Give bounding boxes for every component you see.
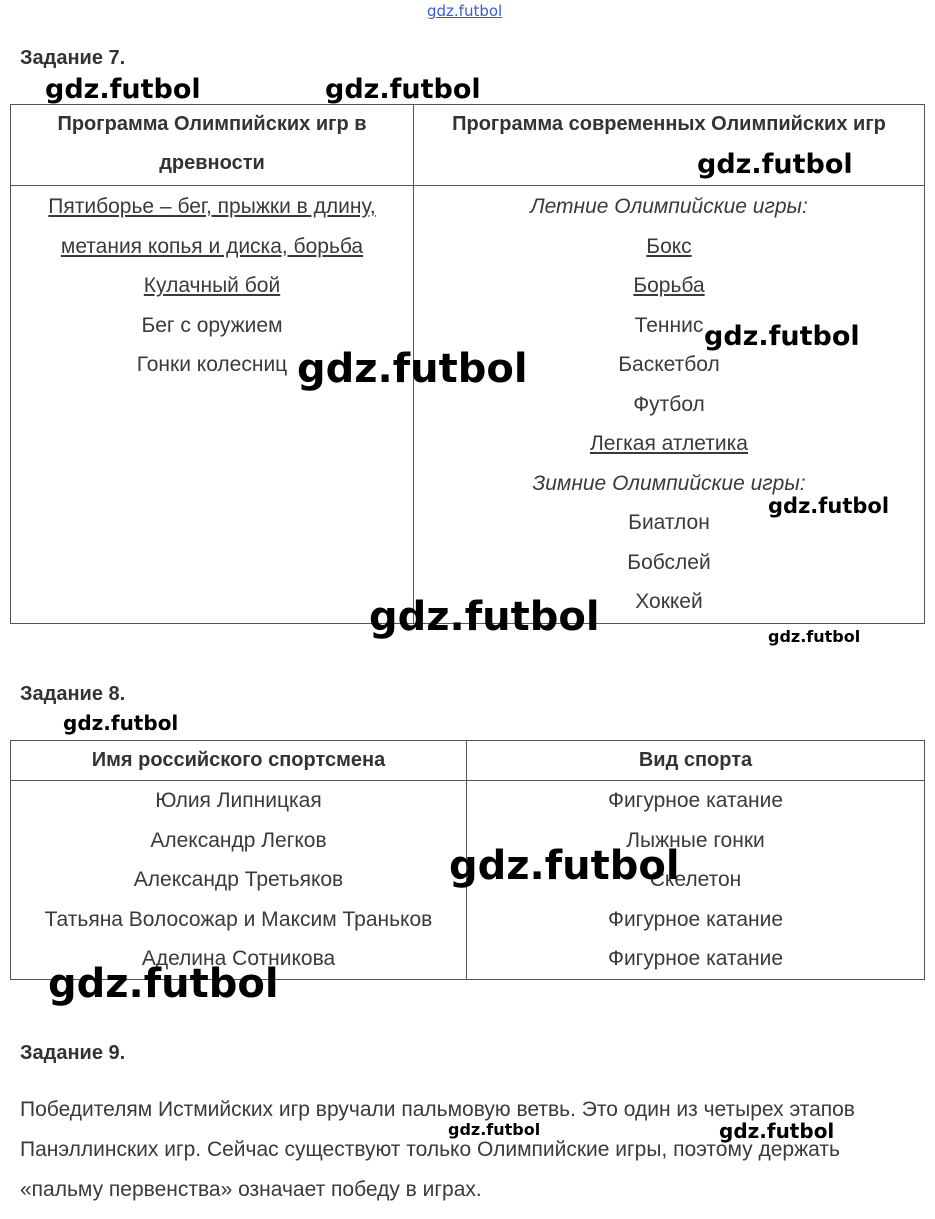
watermark: gdz.futbol [719,1119,835,1143]
watermark: gdz.futbol [704,321,860,352]
watermark-top[interactable]: gdz.futbol [427,2,503,20]
task7-heading: Задание 7. [20,47,126,69]
watermark: gdz.futbol [697,149,853,180]
list-item: Бокс [646,234,692,258]
task9-heading: Задание 9. [20,1042,126,1064]
list-item: Бег с оружием [141,313,283,337]
list-item: Гонки колесниц [136,353,288,376]
list-item: Футбол [633,392,705,416]
list-item: Бобслей [627,550,711,574]
table-row: Юлия Липницкая [155,789,322,812]
task9-paragraph: Победителям Истмийских игр вручали пальмовую ветвь. Это один из четырех этапов Панэллинских игр. Сейчас существуют только Олимпийские игры, поэтому держать «пальму первенства» означает победу в играх. [20,1098,855,1201]
list-item: Пятиборье – бег, прыжки в длину, [48,195,376,218]
watermark: gdz.futbol [45,74,201,105]
list-item: метания копья и диска, борьба [60,234,364,258]
task7-col1-cell [11,186,414,624]
watermark: gdz.futbol [768,627,861,646]
list-item: Теннис [634,313,704,337]
watermark: gdz.futbol [48,961,279,1007]
watermark: gdz.futbol [325,74,481,105]
list-item: Легкая атлетика [590,432,748,455]
table-row: Фигурное катание [607,947,784,970]
list-item: Баскетбол [618,353,720,376]
list-item: Хоккей [635,590,703,613]
task7-body-row [11,186,925,624]
watermark: gdz.futbol [369,594,600,640]
task8-col1-header: Имя российского спортсмена [11,741,467,781]
task7-col2-cell [414,186,925,624]
watermark: gdz.futbol [448,1120,541,1139]
table-row: Татьяна Волосожар и Максим Траньков [44,907,433,931]
list-item: Летние Олимпийские игры: [530,195,808,218]
list-item: Борьба [633,274,705,297]
table-row: Аделина Сотникова [141,947,336,970]
watermark: gdz.futbol [297,346,528,392]
task8-names-cell [11,781,467,980]
table-row: Скелетон [649,868,742,891]
list-item: Кулачный бой [143,274,281,297]
task8-col2-header: Вид спорта [467,741,925,781]
table-row: Александр Легков [150,828,327,852]
watermark: gdz.futbol [768,494,890,518]
table-row: Александр Третьяков [133,868,344,891]
task7-col2-header: Программа современных Олимпийских игр [414,105,925,186]
list-item: Зимние Олимпийские игры: [532,471,806,495]
watermark: gdz.futbol [449,843,680,889]
list-item: Биатлон [628,511,710,534]
table-row: Фигурное катание [607,907,784,931]
task8-header-row [11,741,925,781]
task8-heading: Задание 8. [20,683,126,705]
watermark: gdz.futbol [63,711,179,735]
table-row: Фигурное катание [607,789,784,812]
table-row: Лыжные гонки [626,828,765,852]
task7-col1-header: Программа Олимпийских игр в древности [11,105,414,186]
